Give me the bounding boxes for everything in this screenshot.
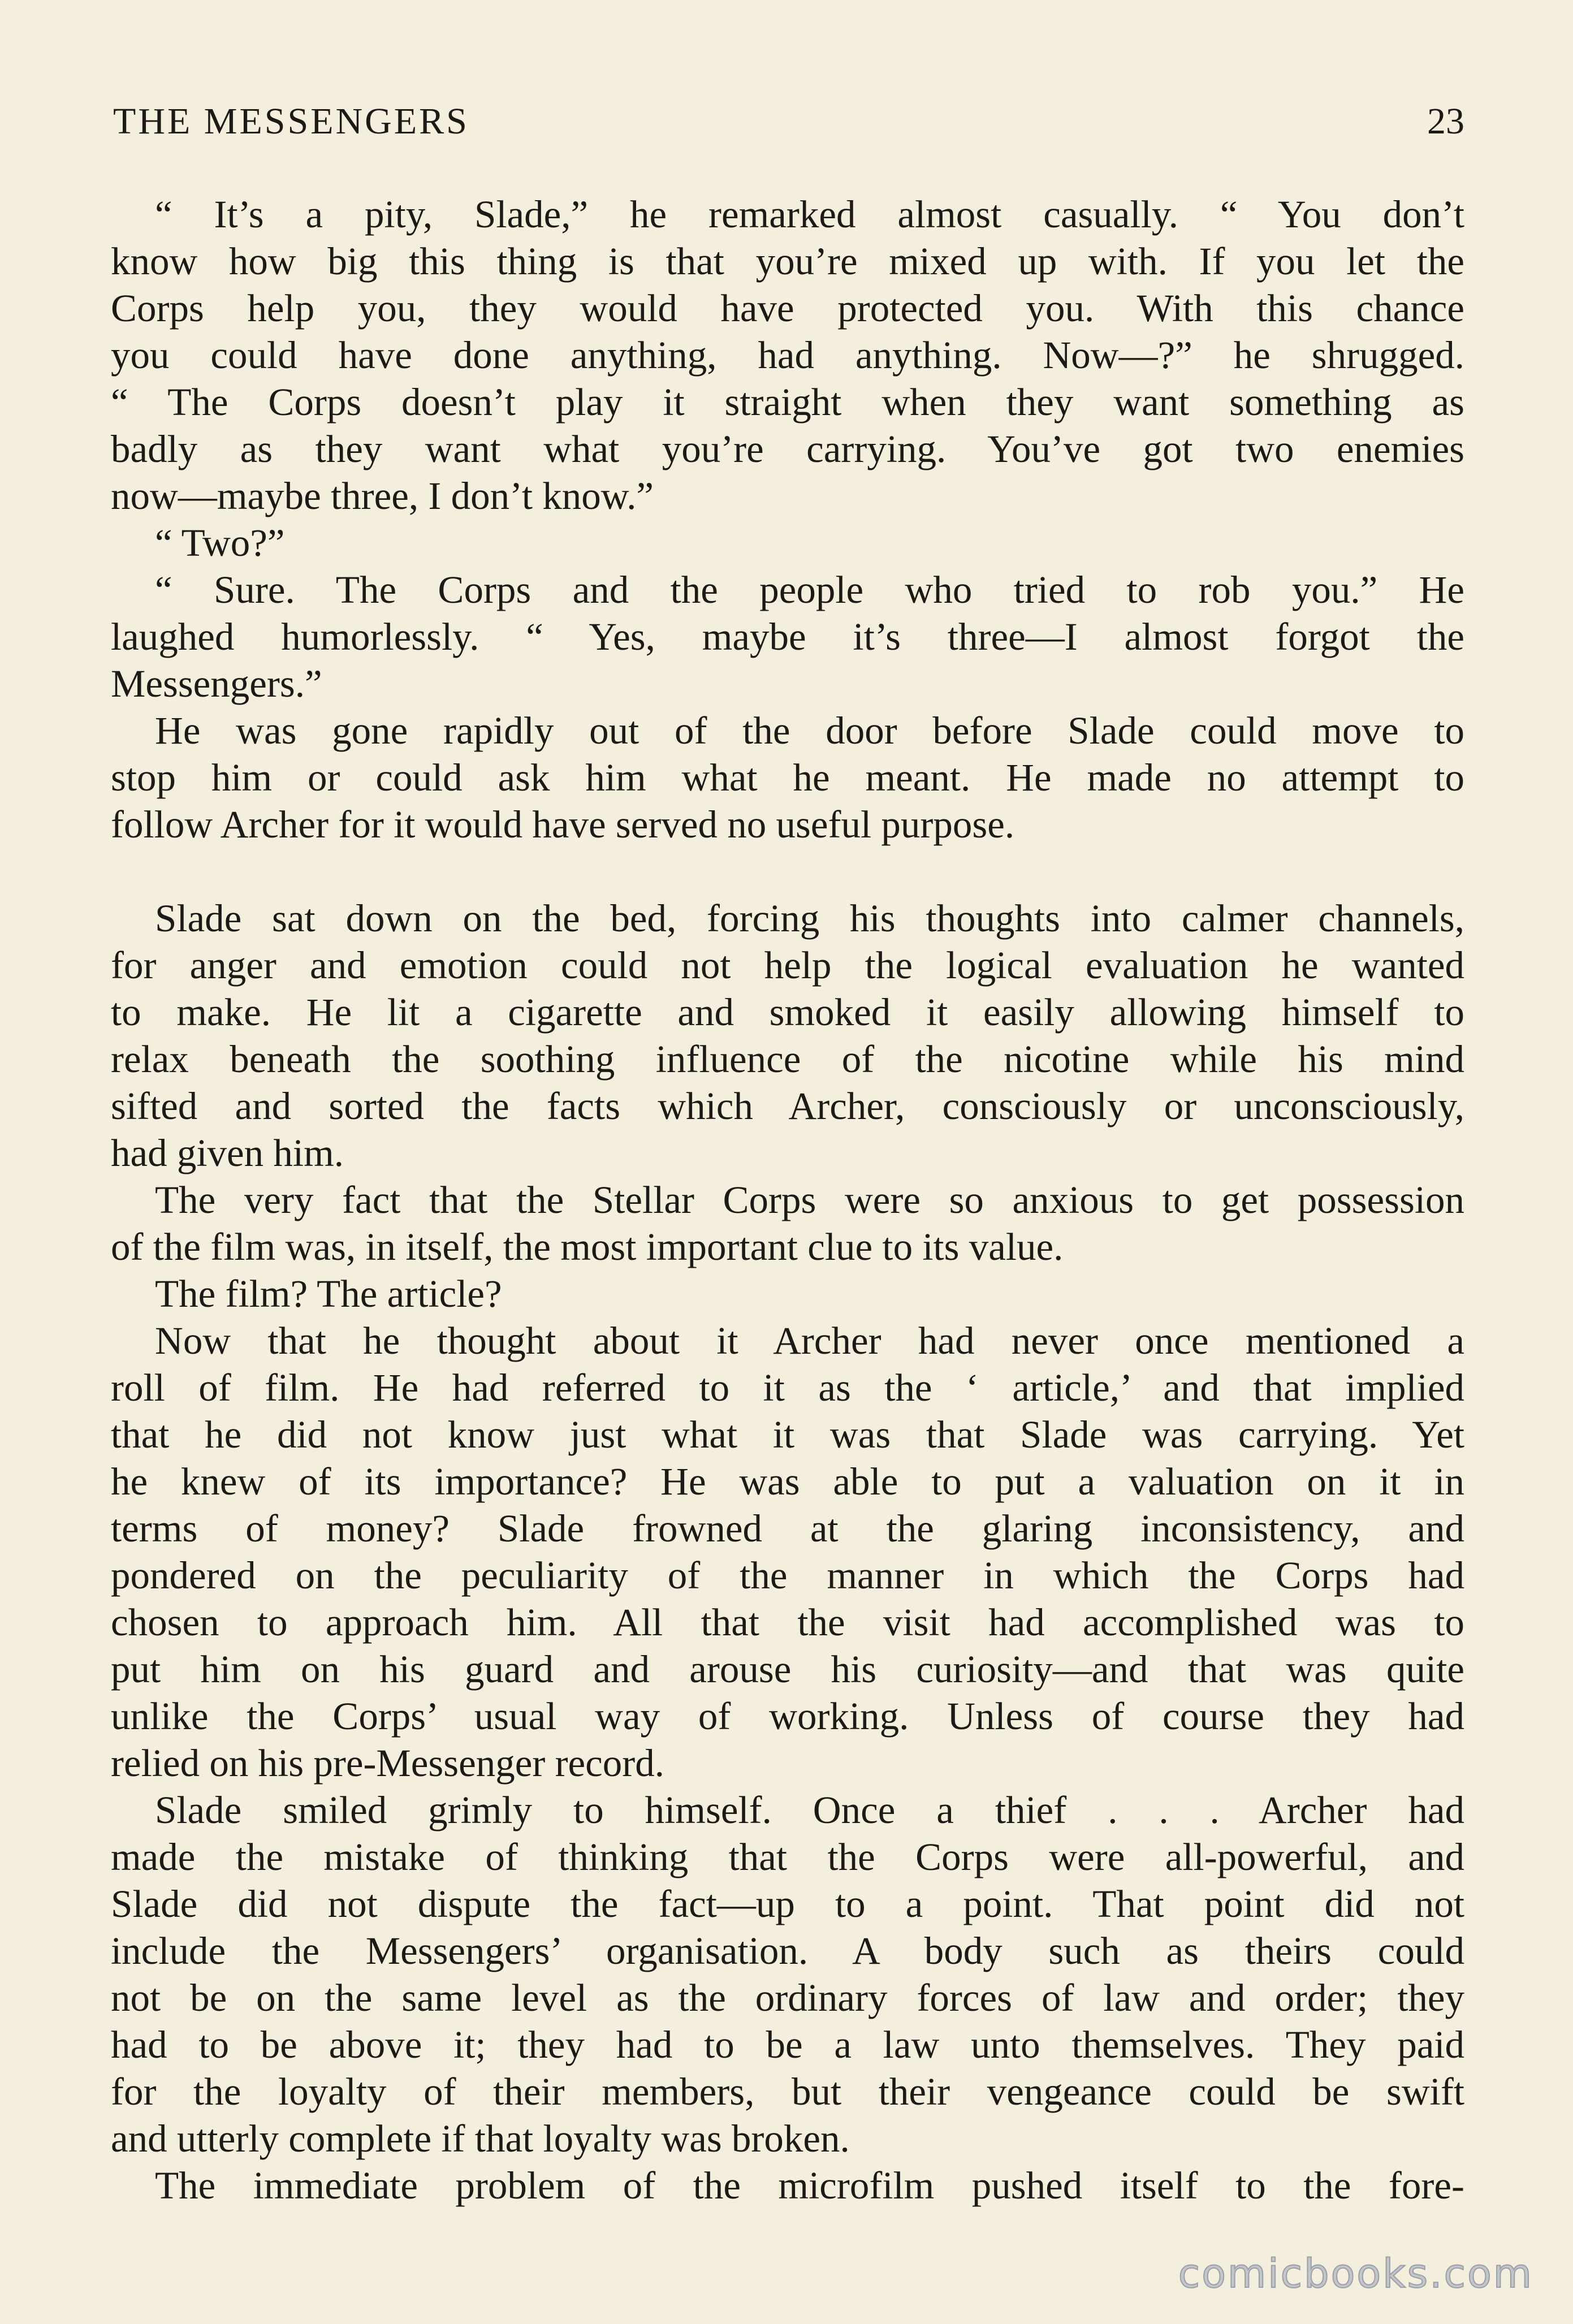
text-line: terms of money? Slade frowned at the glaring inconsistency, and xyxy=(111,1507,1464,1550)
text-line: laughed humorlessly. “ Yes, maybe it’s three—I almost forgot the xyxy=(111,615,1464,658)
page-number: 23 xyxy=(1427,101,1464,142)
text-line: you could have done anything, had anything. Now—?” he shrugged. xyxy=(111,334,1464,377)
text-line: pondered on the peculiarity of the manner in which the Corps had xyxy=(111,1554,1464,1597)
text-line: chosen to approach him. All that the visit had accomplished was to xyxy=(111,1601,1464,1644)
text-line: made the mistake of thinking that the Corps were all-powerful, and xyxy=(111,1835,1464,1878)
text-line: Messengers.” xyxy=(111,662,322,705)
text-line: of the film was, in itself, the most important clue to its value. xyxy=(111,1225,1064,1268)
text-line: roll of film. He had referred to it as the ‘ article,’ and that implied xyxy=(111,1366,1464,1409)
text-line: include the Messengers’ organisation. A body such as theirs could xyxy=(111,1929,1464,1972)
text-line: Slade did not dispute the fact—up to a point. That point did not xyxy=(111,1882,1464,1925)
text-line: unlike the Corps’ usual way of working. Unless of course they had xyxy=(111,1695,1464,1738)
text-line: sifted and sorted the facts which Archer, consciously or unconsciously, xyxy=(111,1085,1464,1128)
text-line: “ Two?” xyxy=(155,521,285,564)
text-line: had given him. xyxy=(111,1131,344,1174)
text-line: follow Archer for it would have served no useful purpose. xyxy=(111,803,1015,846)
text-line: Slade smiled grimly to himself. Once a thief . . . Archer had xyxy=(155,1789,1464,1831)
text-line: The very fact that the Stellar Corps were so anxious to get possession xyxy=(155,1178,1464,1221)
text-line: know how big this thing is that you’re mixed up with. If you let the xyxy=(111,240,1464,283)
text-line: He was gone rapidly out of the door before Slade could move to xyxy=(155,709,1464,752)
text-line: The immediate problem of the microfilm pushed itself to the fore- xyxy=(155,2164,1464,2207)
text-line: now—maybe three, I don’t know.” xyxy=(111,474,654,517)
text-line: Corps help you, they would have protected you. With this chance xyxy=(111,287,1464,330)
watermark-logo: comicbooks.com xyxy=(1178,2250,1533,2297)
text-line: “ It’s a pity, Slade,” he remarked almost casually. “ You don’t xyxy=(155,193,1464,236)
text-line: to make. He lit a cigarette and smoked it easily allowing himself to xyxy=(111,991,1464,1034)
text-line: relied on his pre-Messenger record. xyxy=(111,1742,665,1785)
running-head: THE MESSENGERS xyxy=(113,101,469,142)
text-line: Now that he thought about it Archer had never once mentioned a xyxy=(155,1319,1464,1362)
text-line: he knew of its importance? He was able to put a valuation on it in xyxy=(111,1460,1464,1503)
text-line: The film? The article? xyxy=(155,1272,502,1315)
text-line: for anger and emotion could not help the logical evaluation he wanted xyxy=(111,944,1464,987)
text-line: Slade sat down on the bed, forcing his thoughts into calmer channels, xyxy=(155,897,1464,940)
text-line: badly as they want what you’re carrying. You’ve got two enemies xyxy=(111,427,1464,470)
section-break xyxy=(111,848,1464,895)
text-line: relax beneath the soothing influence of the nicotine while his mind xyxy=(111,1038,1464,1081)
text-line: not be on the same level as the ordinary forces of law and order; they xyxy=(111,1976,1464,2019)
text-line: for the loyalty of their members, but their vengeance could be swift xyxy=(111,2070,1464,2113)
text-line: “ The Corps doesn’t play it straight when they want something as xyxy=(111,381,1464,424)
text-line: that he did not know just what it was that Slade was carrying. Yet xyxy=(111,1413,1464,1456)
text-line: and utterly complete if that loyalty was broken. xyxy=(111,2117,850,2160)
page-header xyxy=(113,99,1464,144)
text-line: stop him or could ask him what he meant. He made no attempt to xyxy=(111,756,1464,799)
text-line: “ Sure. The Corps and the people who tried to rob you.” He xyxy=(155,568,1464,611)
text-line: had to be above it; they had to be a law unto themselves. They paid xyxy=(111,2023,1464,2066)
body-text xyxy=(111,191,1464,2209)
text-line: put him on his guard and arouse his curiosity—and that was quite xyxy=(111,1648,1464,1691)
